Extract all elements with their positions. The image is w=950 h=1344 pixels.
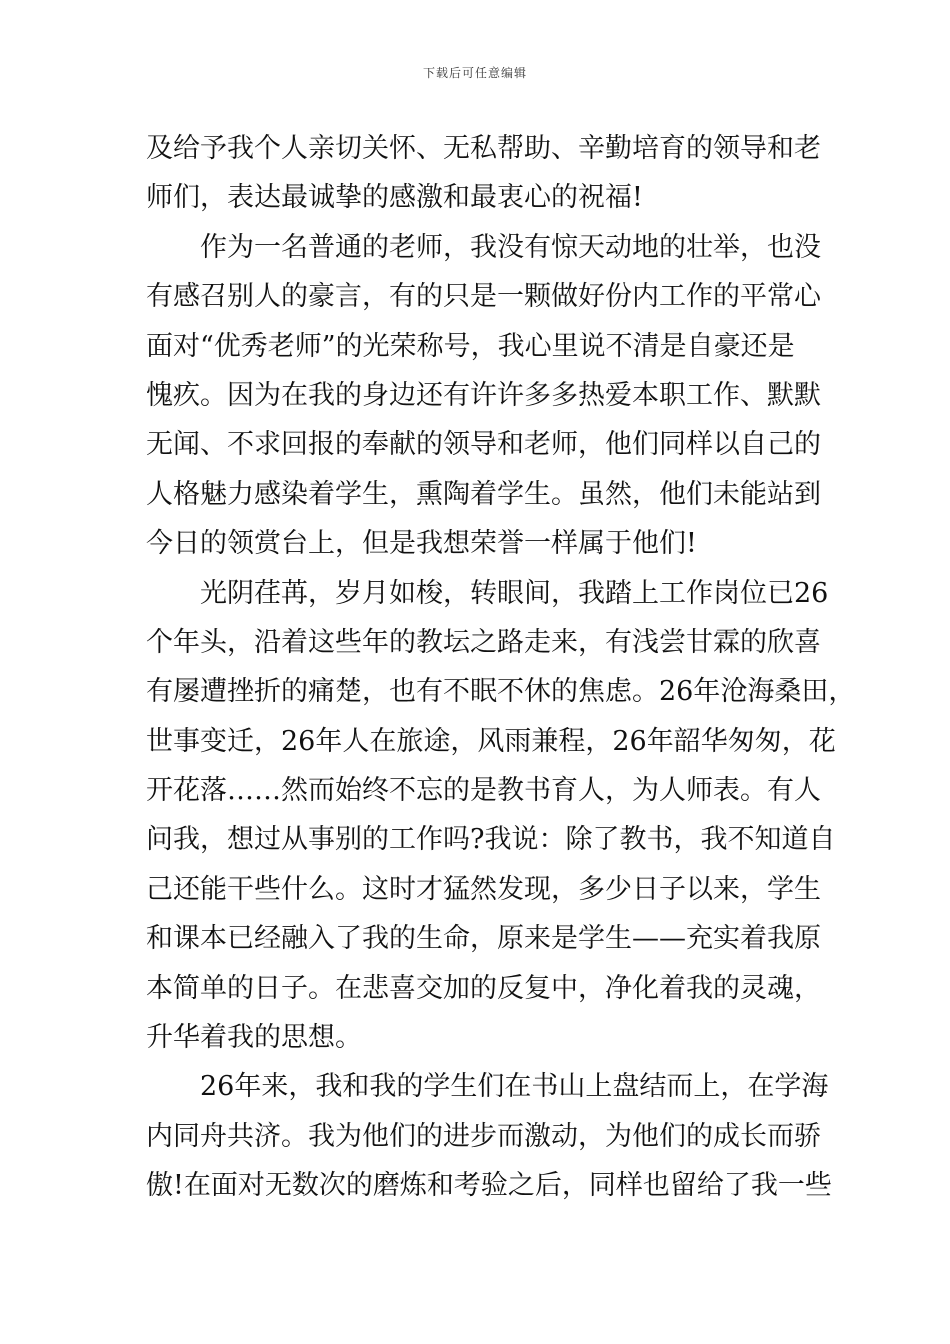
text-line: 个年头，沿着这些年的教坛之路走来，有浅尝甘霖的欣喜 — [146, 626, 821, 658]
text-line: 面对“优秀老师”的光荣称号，我心里说不清是自豪还是 — [146, 330, 795, 362]
text-line: 26年来，我和我的学生们在书山上盘结而上，在学海 — [200, 1071, 829, 1103]
text-line: 世事变迁，26年人在旅途，风雨兼程，26年韶华匆匆，花 — [146, 725, 836, 757]
text-line: 无闻、不求回报的奉献的领导和老师，他们同样以自己的 — [146, 429, 821, 461]
text-line: 及给予我个人亲切关怀、无私帮助、辛勤培育的领导和老 — [146, 133, 821, 164]
text-line: 傲!在面对无数次的磨炼和考验之后，同样也留给了我一些 — [146, 1170, 832, 1202]
text-line: 有感召别人的豪言，有的只是一颗做好份内工作的平常心 — [146, 281, 821, 313]
text-line: 内同舟共济。我为他们的进步而激动，为他们的成长而骄 — [146, 1120, 821, 1152]
text-line: 今日的领赏台上，但是我想荣誉一样属于他们! — [146, 528, 697, 560]
text-line: 有屡遭挫折的痛楚，也有不眠不休的焦虑。26年沧海桑田， — [146, 676, 856, 708]
text-line: 己还能干些什么。这时才猛然发现，多少日子以来，学生 — [146, 873, 821, 905]
text-line: 升华着我的思想。 — [146, 1022, 362, 1054]
document-body — [146, 124, 856, 1211]
page-header: 下载后可任意编辑 — [422, 66, 527, 80]
text-line: 和课本已经融入了我的生命，原来是学生——充实着我原 — [146, 923, 821, 955]
text-line: 作为一名普通的老师，我没有惊天动地的壮举，也没 — [200, 231, 821, 263]
text-line: 愧疚。因为在我的身边还有许许多多热爱本职工作、默默 — [146, 379, 821, 411]
text-line: 人格魅力感染着学生，熏陶着学生。虽然，他们未能站到 — [146, 478, 821, 510]
text-line: 本简单的日子。在悲喜交加的反复中，净化着我的灵魂， — [146, 972, 821, 1004]
text-line: 开花落……然而始终不忘的是教书育人，为人师表。有人 — [146, 775, 821, 807]
text-line: 问我，想过从事别的工作吗?我说：除了教书，我不知道自 — [146, 824, 836, 856]
text-line: 师们，表达最诚挚的感激和最衷心的祝福! — [146, 182, 643, 214]
text-line: 光阴荏苒，岁月如梭，转眼间，我踏上工作岗位已26 — [200, 577, 829, 609]
